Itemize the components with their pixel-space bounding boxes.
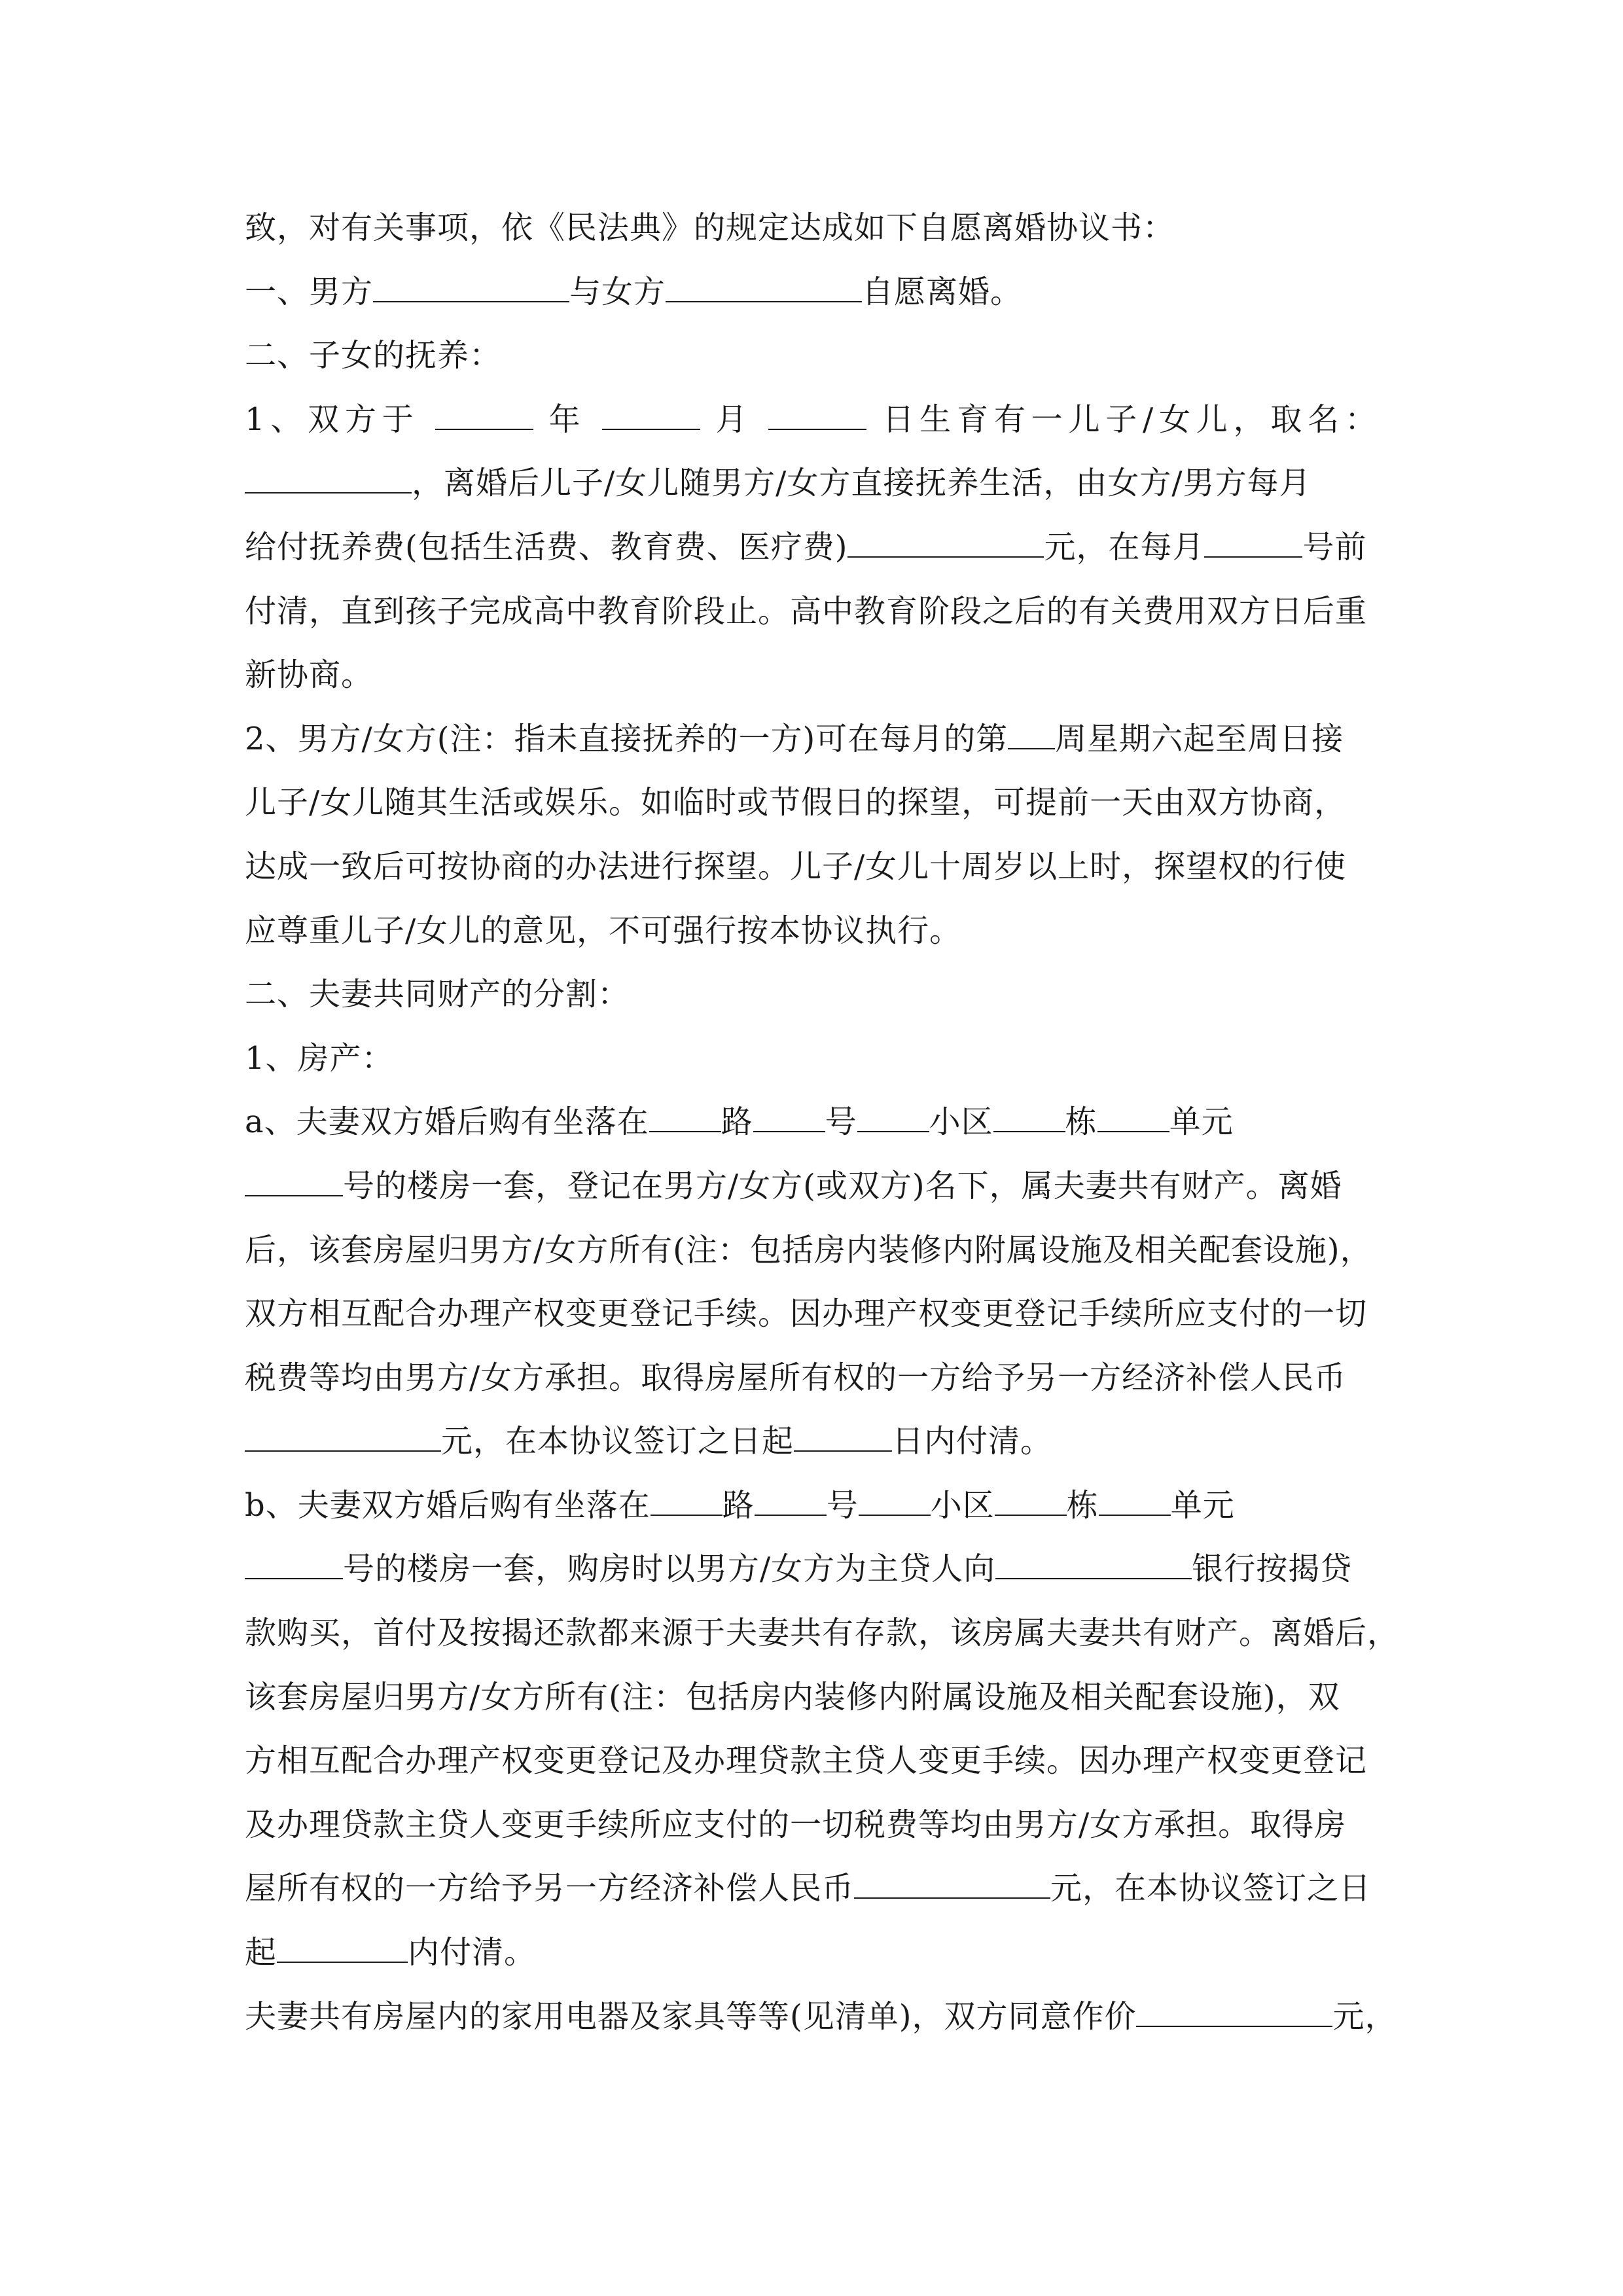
text-run: 1、双方于 bbox=[245, 401, 419, 438]
blank-road[interactable] bbox=[651, 1488, 722, 1516]
subsection-heading bbox=[245, 1027, 1377, 1091]
blank-number[interactable] bbox=[753, 1105, 825, 1132]
blank-appliance-value[interactable] bbox=[1136, 2000, 1332, 2027]
property-a-line bbox=[245, 1282, 1377, 1346]
blank-pay-day[interactable] bbox=[1204, 530, 1302, 558]
text-run: ，离婚后儿子/女儿随男方/女方直接抚养生活，由女方/男方每月 bbox=[412, 465, 1311, 502]
text-run: 银行按揭贷 bbox=[1192, 1551, 1353, 1588]
text-run: 后，该套房屋归男方/女方所有(注：包括房内装修内附属设施及相关配套设施)， bbox=[245, 1231, 1372, 1268]
text-run: 应尊重儿子/女儿的意见，不可强行按本协议执行。 bbox=[245, 912, 962, 949]
property-b-line bbox=[245, 1474, 1377, 1538]
section-heading bbox=[245, 963, 1377, 1027]
text-run: 款购买，首付及按揭还款都来源于夫妻共有存款，该房属夫妻共有财产。离婚后， bbox=[245, 1615, 1400, 1652]
child-clause-1-line bbox=[245, 643, 1377, 708]
text-run: 元，在本协议签订之日起 bbox=[441, 1423, 794, 1460]
subsection-heading-text: 1、房产： bbox=[245, 1039, 394, 1077]
blank-number[interactable] bbox=[755, 1488, 827, 1516]
text-run: 年 bbox=[548, 401, 586, 438]
intro-line bbox=[245, 196, 1377, 260]
text-run: 号 bbox=[825, 1103, 857, 1141]
child-clause-1-line bbox=[245, 516, 1377, 580]
text-run: 单元 bbox=[1170, 1486, 1235, 1524]
text-run: 2、男方/女方(注：指未直接抚养的一方)可在每月的第 bbox=[245, 720, 1008, 757]
property-b-line bbox=[245, 1602, 1400, 1666]
text-run: 元， bbox=[1332, 1998, 1397, 2035]
blank-unit[interactable] bbox=[1099, 1488, 1171, 1516]
blank-year[interactable] bbox=[435, 403, 533, 430]
clause-1-text: 与女方 bbox=[569, 273, 666, 310]
appliance-line bbox=[245, 1985, 1397, 2049]
blank-area[interactable] bbox=[857, 1105, 929, 1132]
text-run: 单元 bbox=[1169, 1103, 1234, 1141]
property-a-line bbox=[245, 1090, 1377, 1155]
blank-room[interactable] bbox=[245, 1552, 343, 1579]
blank-road[interactable] bbox=[649, 1105, 721, 1132]
text-run: 新协商。 bbox=[245, 656, 374, 694]
child-clause-2-line bbox=[245, 899, 1377, 963]
property-a-line bbox=[245, 1219, 1377, 1283]
blank-day[interactable] bbox=[768, 403, 866, 430]
property-b-line bbox=[245, 1537, 1377, 1602]
text-run: 周星期六起至周日接 bbox=[1055, 720, 1344, 757]
text-run: 栋 bbox=[1066, 1486, 1099, 1524]
child-clause-1-line bbox=[245, 580, 1377, 644]
property-a-line bbox=[245, 1410, 1377, 1474]
blank-compensation[interactable] bbox=[854, 1871, 1050, 1899]
clause-1-line bbox=[245, 260, 1377, 325]
blank-bank[interactable] bbox=[995, 1552, 1192, 1579]
section-heading-text: 二、夫妻共同财产的分割： bbox=[245, 976, 630, 1013]
text-run: a、夫妻双方婚后购有坐落在 bbox=[245, 1103, 649, 1141]
text-run: 达成一致后可按协商的办法进行探望。儿子/女儿十周岁以上时，探望权的行使 bbox=[245, 848, 1347, 885]
blank-building[interactable] bbox=[995, 1488, 1067, 1516]
blank-male-name[interactable] bbox=[373, 275, 569, 302]
text-run: 日生育有一儿子/女儿，取名： bbox=[882, 401, 1377, 438]
text-run: 路 bbox=[722, 1486, 755, 1524]
blank-female-name[interactable] bbox=[666, 275, 862, 302]
child-clause-2-line bbox=[245, 835, 1377, 899]
text-run: 及办理贷款主贷人变更手续所应支付的一切税费等均由男方/女方承担。取得房 bbox=[245, 1806, 1347, 1843]
text-run: 内付清。 bbox=[408, 1934, 537, 1971]
property-b-line bbox=[245, 1666, 1377, 1730]
text-run: 给付抚养费(包括生活费、教育费、医疗费) bbox=[245, 528, 848, 565]
text-run: 付清，直到孩子完成高中教育阶段止。高中教育阶段之后的有关费用双方日后重 bbox=[245, 592, 1368, 630]
property-a-line bbox=[245, 1346, 1377, 1410]
child-clause-2-line bbox=[245, 708, 1377, 772]
text-run: 夫妻共有房屋内的家用电器及家具等等(见清单)，双方同意作价 bbox=[245, 1998, 1137, 2035]
section-heading bbox=[245, 324, 1377, 388]
text-run: 小区 bbox=[930, 1486, 995, 1524]
text-run: 起 bbox=[245, 1934, 277, 1971]
text-run: 屋所有权的一方给予另一方经济补偿人民币 bbox=[245, 1870, 855, 1907]
blank-unit[interactable] bbox=[1097, 1105, 1169, 1132]
text-run: 双方相互配合办理产权变更登记手续。因办理产权变更登记手续所应支付的一切 bbox=[245, 1295, 1368, 1333]
text-run: b、夫妻双方婚后购有坐落在 bbox=[245, 1486, 651, 1524]
child-clause-1-line bbox=[245, 452, 1377, 516]
blank-support-amount[interactable] bbox=[847, 530, 1044, 558]
text-run: 方相互配合办理产权变更登记及办理贷款主贷人变更手续。因办理产权变更登记 bbox=[245, 1742, 1368, 1780]
property-b-line bbox=[245, 1857, 1377, 1921]
text-run: 栋 bbox=[1065, 1103, 1097, 1141]
text-run: 税费等均由男方/女方承担。取得房屋所有权的一方给予另一方经济补偿人民币 bbox=[245, 1359, 1347, 1396]
text-run: 日内付清。 bbox=[892, 1423, 1053, 1460]
blank-month[interactable] bbox=[602, 403, 700, 430]
text-run: 该套房屋归男方/女方所有(注：包括房内装修内附属设施及相关配套设施)，双 bbox=[245, 1678, 1340, 1715]
blank-days[interactable] bbox=[277, 1935, 408, 1963]
blank-compensation[interactable] bbox=[245, 1424, 441, 1452]
section-heading-text: 二、子女的抚养： bbox=[245, 337, 502, 374]
property-b-line bbox=[245, 1921, 1377, 1985]
text-run: 月 bbox=[715, 401, 753, 438]
blank-week-number[interactable] bbox=[1008, 722, 1055, 749]
blank-building[interactable] bbox=[993, 1105, 1065, 1132]
text-run: 元，在本协议签订之日 bbox=[1050, 1870, 1372, 1907]
child-clause-1-line bbox=[245, 388, 1377, 452]
text-run: 号的楼房一套，登记在男方/女方(或双方)名下，属夫妻共有财产。离婚 bbox=[343, 1167, 1342, 1204]
clause-1-text: 自愿离婚。 bbox=[862, 273, 1023, 310]
blank-room[interactable] bbox=[245, 1169, 343, 1196]
text-run: 路 bbox=[721, 1103, 753, 1141]
blank-area[interactable] bbox=[859, 1488, 931, 1516]
blank-days[interactable] bbox=[794, 1424, 892, 1452]
text-run: 小区 bbox=[929, 1103, 993, 1141]
property-b-line bbox=[245, 1729, 1377, 1793]
document-body bbox=[245, 196, 1400, 2049]
text-run: 儿子/女儿随其生活或娱乐。如临时或节假日的探望，可提前一天由双方协商， bbox=[245, 784, 1347, 821]
text-run: 元，在每月 bbox=[1044, 528, 1205, 565]
text-run: 号的楼房一套，购房时以男方/女方为主贷人向 bbox=[343, 1551, 996, 1588]
text-run: 号前 bbox=[1302, 528, 1367, 565]
property-a-line bbox=[245, 1155, 1377, 1219]
clause-1-text: 一、男方 bbox=[245, 273, 374, 310]
blank-child-name[interactable] bbox=[245, 466, 412, 493]
text-run: 号 bbox=[826, 1486, 859, 1524]
intro-text: 致，对有关事项，依《民法典》的规定达成如下自愿离婚协议书： bbox=[245, 209, 1175, 246]
property-b-line bbox=[245, 1793, 1377, 1857]
child-clause-2-line bbox=[245, 771, 1377, 835]
